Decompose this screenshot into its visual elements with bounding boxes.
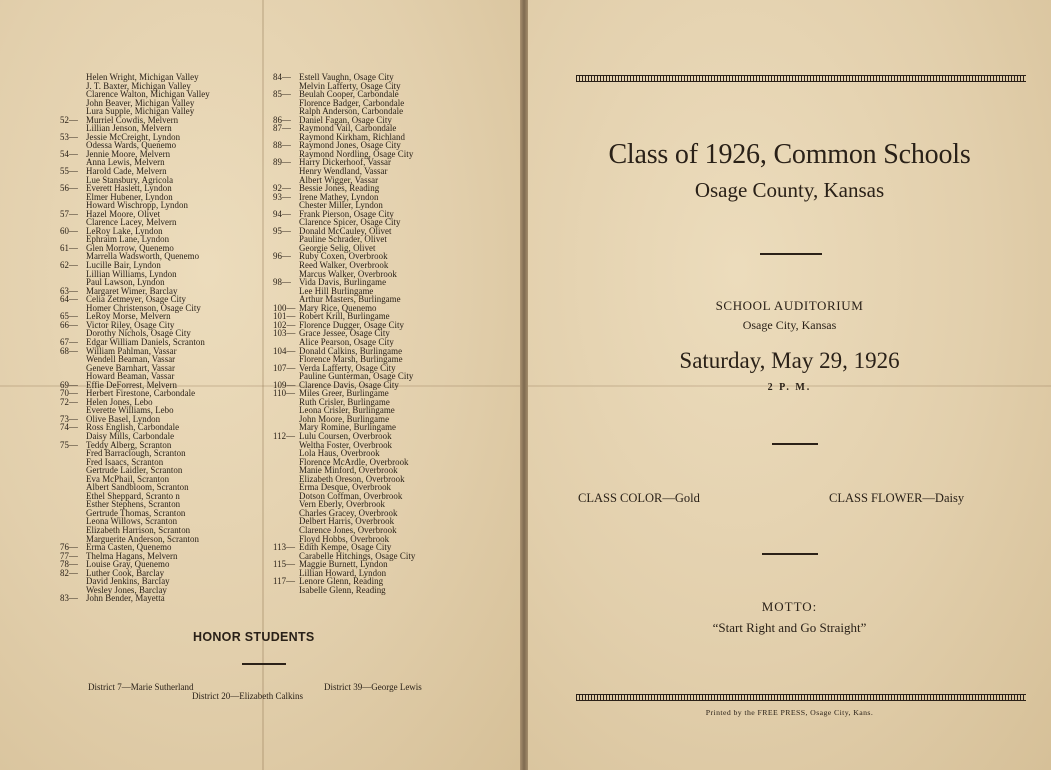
- district-number: 115—: [273, 559, 296, 570]
- district-number: 103—: [273, 328, 296, 339]
- graduate-name: Delbert Harris, Overbrook: [299, 516, 395, 527]
- graduate-name: Raymond Kirkham, Richland: [299, 131, 406, 142]
- graduate-name: Eva McPhail, Scranton: [86, 473, 170, 484]
- district-number: 64—: [60, 294, 78, 305]
- graduate-name: Lura Supple, Michigan Valley: [86, 106, 195, 117]
- graduate-name: David Jenkins, Barclay: [86, 576, 170, 587]
- divider-1: [760, 253, 822, 255]
- district-number: 75—: [60, 439, 78, 450]
- graduate-name: Marcus Walker, Overbrook: [299, 268, 397, 279]
- graduate-name: Clarence Walton, Michigan Valley: [86, 89, 210, 100]
- graduate-name: Lee Hill Burlingame: [299, 285, 374, 296]
- graduate-name: Glen Morrow, Quenemo: [86, 242, 174, 253]
- graduate-name: Ruby Coxen, Overbrook: [299, 251, 388, 262]
- district-number: 101—: [273, 311, 296, 322]
- graduate-name: Murriel Cowdis, Melvern: [86, 114, 179, 125]
- graduate-name: Florence Marsh, Burlingame: [299, 354, 403, 365]
- honor-district-20: District 20—Elizabeth Calkins: [192, 691, 303, 701]
- graduate-name: Chester Miller, Lyndon: [299, 200, 383, 211]
- graduate-name: Beulah Cooper, Carbondale: [299, 89, 399, 100]
- graduate-name: Lucille Bair, Lyndon: [86, 260, 161, 271]
- class-flower: CLASS FLOWER—Daisy: [829, 491, 965, 505]
- graduate-list-right: [273, 73, 415, 594]
- graduate-name: Carabelle Hitchings, Osage City: [299, 550, 416, 561]
- district-number: 54—: [60, 148, 78, 159]
- divider-3: [762, 553, 818, 555]
- graduate-name: Edgar William Daniels, Scranton: [86, 336, 205, 347]
- graduate-name: Erma Casten, Quenemo: [86, 542, 172, 553]
- graduate-name: Clarence Davis, Osage City: [299, 379, 399, 390]
- graduate-name: Donald Calkins, Burlingame: [299, 345, 403, 356]
- district-number: 60—: [60, 225, 78, 236]
- graduate-name: Helen Jones, Lebo: [86, 396, 153, 407]
- graduate-name: Clarence Lacey, Melvern: [86, 217, 177, 228]
- page-title: Class of 1926, Common Schools: [608, 139, 971, 170]
- graduate-name: Hazel Moore, Olivet: [86, 208, 161, 219]
- honor-district-7: District 7—Marie Sutherland: [88, 682, 194, 692]
- graduate-name: Lulu Coursen, Overbrook: [299, 430, 392, 441]
- graduate-name: Raymond Jones, Osage City: [299, 140, 401, 151]
- district-number: 68—: [60, 345, 78, 356]
- district-number: 56—: [60, 183, 78, 194]
- graduate-name: Leona Willows, Scranton: [86, 516, 178, 527]
- district-number: 89—: [273, 157, 291, 168]
- district-number: 52—: [60, 114, 78, 125]
- district-number: 62—: [60, 260, 78, 271]
- graduate-name: Everett Haslett, Lyndon: [86, 183, 172, 194]
- graduate-name: Lenore Glenn, Reading: [299, 576, 384, 587]
- graduate-name: LeRoy Lake, Lyndon: [86, 225, 163, 236]
- graduate-name: Grace Jessee, Osage City: [299, 328, 390, 339]
- graduate-name: Mary Romine, Burlingame: [299, 422, 397, 433]
- district-number: 112—: [273, 430, 296, 441]
- graduate-name: Lue Stansbury, Agricola: [86, 174, 174, 185]
- graduate-name: Lola Haus, Overbrook: [299, 448, 380, 459]
- graduate-name: Celia Zetmeyer, Osage City: [86, 294, 187, 305]
- graduate-name: Raymond Nordling, Osage City: [299, 148, 414, 159]
- graduate-name: Luther Cook, Barclay: [86, 567, 165, 578]
- district-number: 93—: [273, 191, 291, 202]
- district-number: 66—: [60, 319, 78, 330]
- district-number: 88—: [273, 140, 291, 151]
- graduate-name: Harry Dickerhoof, Vassar: [299, 157, 391, 168]
- page-gutter: [520, 0, 528, 770]
- graduate-name: Herbert Firestone, Carbondale: [86, 388, 196, 399]
- graduate-name: Harold Cade, Melvern: [86, 166, 167, 177]
- graduate-name: LeRoy Morse, Melvern: [86, 311, 171, 322]
- graduate-name: J. T. Baxter, Michigan Valley: [86, 80, 191, 91]
- graduate-name: Weltha Foster, Overbrook: [299, 439, 393, 450]
- graduate-name: Anna Lewis, Melvern: [86, 157, 165, 168]
- graduate-name: Floyd Hobbs, Overbrook: [299, 533, 390, 544]
- graduate-name: Albert Wigger, Vassar: [299, 174, 379, 185]
- graduate-name: Frank Pierson, Osage City: [299, 208, 394, 219]
- graduate-name: Helen Wright, Michigan Valley: [86, 72, 199, 82]
- class-color: CLASS COLOR—Gold: [578, 491, 700, 505]
- graduate-name: Donald McCauley, Olivet: [299, 225, 392, 236]
- district-number: 113—: [273, 542, 296, 553]
- graduate-name: Howard Beaman, Vassar: [86, 371, 175, 382]
- district-number: 110—: [273, 388, 296, 399]
- district-number: 78—: [60, 559, 78, 570]
- district-number: 87—: [273, 123, 291, 134]
- graduate-name: William Pahlman, Vassar: [86, 345, 177, 356]
- graduate-name: Dotson Coffman, Overbrook: [299, 490, 403, 501]
- honor-rule: [242, 663, 286, 665]
- graduate-name: Mary Rice, Quenemo: [299, 302, 377, 313]
- graduate-name: Elizabeth Oreson, Overbrook: [299, 473, 405, 484]
- motto-label: MOTTO:: [761, 599, 818, 614]
- graduate-name: Fred Isaacs, Scranton: [86, 456, 164, 467]
- honor-students-heading: HONOR STUDENTS: [193, 630, 315, 644]
- bottom-ornament-border: [576, 694, 1026, 701]
- district-number: 100—: [273, 302, 296, 313]
- graduate-name: Vida Davis, Burlingame: [299, 277, 387, 288]
- district-number: 76—: [60, 542, 78, 553]
- graduate-name: Dorothy Nichols, Osage City: [86, 328, 191, 339]
- graduate-name: Maggie Burnett, Lyndon: [299, 559, 388, 570]
- district-number: 74—: [60, 422, 78, 433]
- district-number: 95—: [273, 225, 291, 236]
- graduate-name: Lillian Jenson, Melvern: [86, 123, 172, 134]
- graduate-entry: [273, 586, 415, 595]
- district-number: 67—: [60, 336, 78, 347]
- honor-district-39: District 39—George Lewis: [324, 682, 422, 692]
- graduate-name: Teddy Alberg, Scranton: [86, 439, 172, 450]
- graduate-name: Howard Wischropp, Lyndon: [86, 200, 188, 211]
- district-number: 69—: [60, 379, 78, 390]
- graduate-name: Melvin Lafferty, Osage City: [299, 80, 401, 91]
- graduate-name: John Moore, Burlingame: [299, 413, 390, 424]
- graduate-name: Estell Vaughn, Osage City: [299, 72, 394, 82]
- graduate-name: Isabelle Glenn, Reading: [299, 584, 386, 595]
- district-number: 72—: [60, 396, 78, 407]
- graduate-name: Verda Lafferty, Osage City: [299, 362, 396, 373]
- graduate-name: Effie DeForrest, Melvern: [86, 379, 177, 390]
- district-number: 117—: [273, 576, 296, 587]
- district-number: 86—: [273, 114, 291, 125]
- graduate-name: Henry Wendland, Vassar: [299, 166, 388, 177]
- graduate-name: Elmer Hubener, Lyndon: [86, 191, 173, 202]
- venue: SCHOOL AUDITORIUM: [715, 298, 864, 313]
- district-number: 63—: [60, 285, 78, 296]
- graduate-name: Lillian Howard, Lyndon: [299, 567, 387, 578]
- graduate-name: Homer Christenson, Osage City: [86, 302, 201, 313]
- graduate-name: John Beaver, Michigan Valley: [86, 97, 195, 108]
- graduate-entry: [60, 594, 210, 603]
- graduate-name: Pauline Schrader, Olivet: [299, 234, 387, 245]
- graduate-name: Fred Barraclough, Scranton: [86, 448, 186, 459]
- graduate-name: Florence Badger, Carbondale: [299, 97, 405, 108]
- district-number: 85—: [273, 89, 291, 100]
- printer-credit: Printed by the FREE PRESS, Osage City, Kans.: [705, 708, 874, 717]
- graduate-name: Louise Gray, Quenemo: [86, 559, 170, 570]
- venue-city: Osage City, Kansas: [742, 318, 837, 332]
- graduate-name: Marguerite Anderson, Scranton: [86, 533, 199, 544]
- graduate-name: Geneve Barnhart, Vassar: [86, 362, 175, 373]
- district-number: 82—: [60, 567, 78, 578]
- district-number: 109—: [273, 379, 296, 390]
- graduate-name: Clarence Jones, Overbrook: [299, 524, 397, 535]
- graduate-name: Lillian Williams, Lyndon: [86, 268, 177, 279]
- graduate-name: Charles Gracey, Overbrook: [299, 507, 398, 518]
- graduate-name: Alice Pearson, Osage City: [299, 336, 394, 347]
- graduate-name: Erma Desque, Overbrook: [299, 482, 392, 493]
- graduate-name: Raymond Vail, Carbondale: [299, 123, 397, 134]
- top-ornament-border: [576, 75, 1026, 82]
- district-number: 83—: [60, 593, 78, 604]
- graduate-name: Pauline Gunterman, Osage City: [299, 371, 414, 382]
- district-number: 96—: [273, 251, 291, 262]
- graduate-name: Florence Dugger, Osage City: [299, 319, 405, 330]
- district-number: 104—: [273, 345, 296, 356]
- graduate-name: Albert Sandbloom, Scranton: [86, 482, 189, 493]
- graduate-name: Wendell Beaman, Vassar: [86, 354, 176, 365]
- graduate-name: Bessie Jones, Reading: [299, 183, 380, 194]
- graduate-name: Leona Crisler, Burlingame: [299, 405, 395, 416]
- graduate-name: Ethel Sheppard, Scranto n: [86, 490, 180, 501]
- graduate-name: Edith Kempe, Osage City: [299, 542, 392, 553]
- district-number: 98—: [273, 277, 291, 288]
- graduate-name: Reed Walker, Overbrook: [299, 260, 389, 271]
- graduate-name: John Bender, Mayetta: [86, 593, 165, 604]
- graduate-name: Elizabeth Harrison, Scranton: [86, 524, 191, 535]
- county-subtitle: Osage County, Kansas: [694, 178, 885, 202]
- graduate-name: Wesley Jones, Barclay: [86, 584, 167, 595]
- graduate-name: Odessa Wards, Quenemo: [86, 140, 177, 151]
- district-number: 84—: [273, 72, 291, 82]
- graduate-name: Jessie McCreight, Lyndon: [86, 131, 181, 142]
- graduate-name: Ross English, Carbondale: [86, 422, 180, 433]
- district-number: 94—: [273, 208, 291, 219]
- district-number: 107—: [273, 362, 296, 373]
- graduate-list-left: [60, 73, 210, 603]
- graduate-name: Gertrude Laidler, Scranton: [86, 465, 183, 476]
- graduate-name: Daisy Mills, Carbondale: [86, 430, 175, 441]
- graduate-name: Esther Stephens, Scranton: [86, 499, 181, 510]
- graduate-name: Ephraim Lane, Lyndon: [86, 234, 170, 245]
- district-number: 77—: [60, 550, 78, 561]
- graduate-name: Clarence Spicer, Osage City: [299, 217, 401, 228]
- motto-text: “Start Right and Go Straight”: [712, 620, 867, 635]
- district-number: 61—: [60, 242, 78, 253]
- district-number: 92—: [273, 183, 291, 194]
- district-number: 65—: [60, 311, 78, 322]
- graduate-name: Manie Minford, Overbrook: [299, 465, 398, 476]
- graduate-name: Florence McArdle, Overbrook: [299, 456, 409, 467]
- graduate-name: Paul Lawson, Lyndon: [86, 277, 165, 288]
- graduate-name: Jennie Moore, Melvern: [86, 148, 171, 159]
- graduate-name: Georgie Selig, Olivet: [299, 242, 376, 253]
- district-number: 57—: [60, 208, 78, 219]
- district-number: 53—: [60, 131, 78, 142]
- graduate-name: Irene Mathey, Lyndon: [299, 191, 379, 202]
- graduate-name: Thelma Hagans, Melvern: [86, 550, 178, 561]
- district-number: 102—: [273, 319, 296, 330]
- event-date: Saturday, May 29, 1926: [679, 348, 900, 373]
- graduate-name: Daniel Fagan, Osage City: [299, 114, 392, 125]
- graduate-name: Victor Riley, Osage City: [86, 319, 175, 330]
- graduate-name: Marrella Wadsworth, Quenemo: [86, 251, 200, 262]
- divider-2: [772, 443, 818, 445]
- graduate-name: Robert Krill, Burlingame: [299, 311, 390, 322]
- graduate-name: Ralph Anderson, Carbondale: [299, 106, 404, 117]
- graduate-name: Ruth Crisler, Burlingame: [299, 396, 390, 407]
- graduate-name: Everette Williams, Lebo: [86, 405, 174, 416]
- graduate-name: Olive Basel, Lyndon: [86, 413, 161, 424]
- graduate-name: Vern Eberly, Overbrook: [299, 499, 386, 510]
- graduate-name: Arthur Masters, Burlingame: [299, 294, 401, 305]
- event-time: 2 P. M.: [767, 382, 812, 393]
- district-number: 73—: [60, 413, 78, 424]
- graduate-name: Margaret Wimer, Barclay: [86, 285, 178, 296]
- graduate-name: Miles Greer, Burlingame: [299, 388, 389, 399]
- district-number: 55—: [60, 166, 78, 177]
- graduate-name: Gertrude Thomas, Scranton: [86, 507, 186, 518]
- district-number: 70—: [60, 388, 78, 399]
